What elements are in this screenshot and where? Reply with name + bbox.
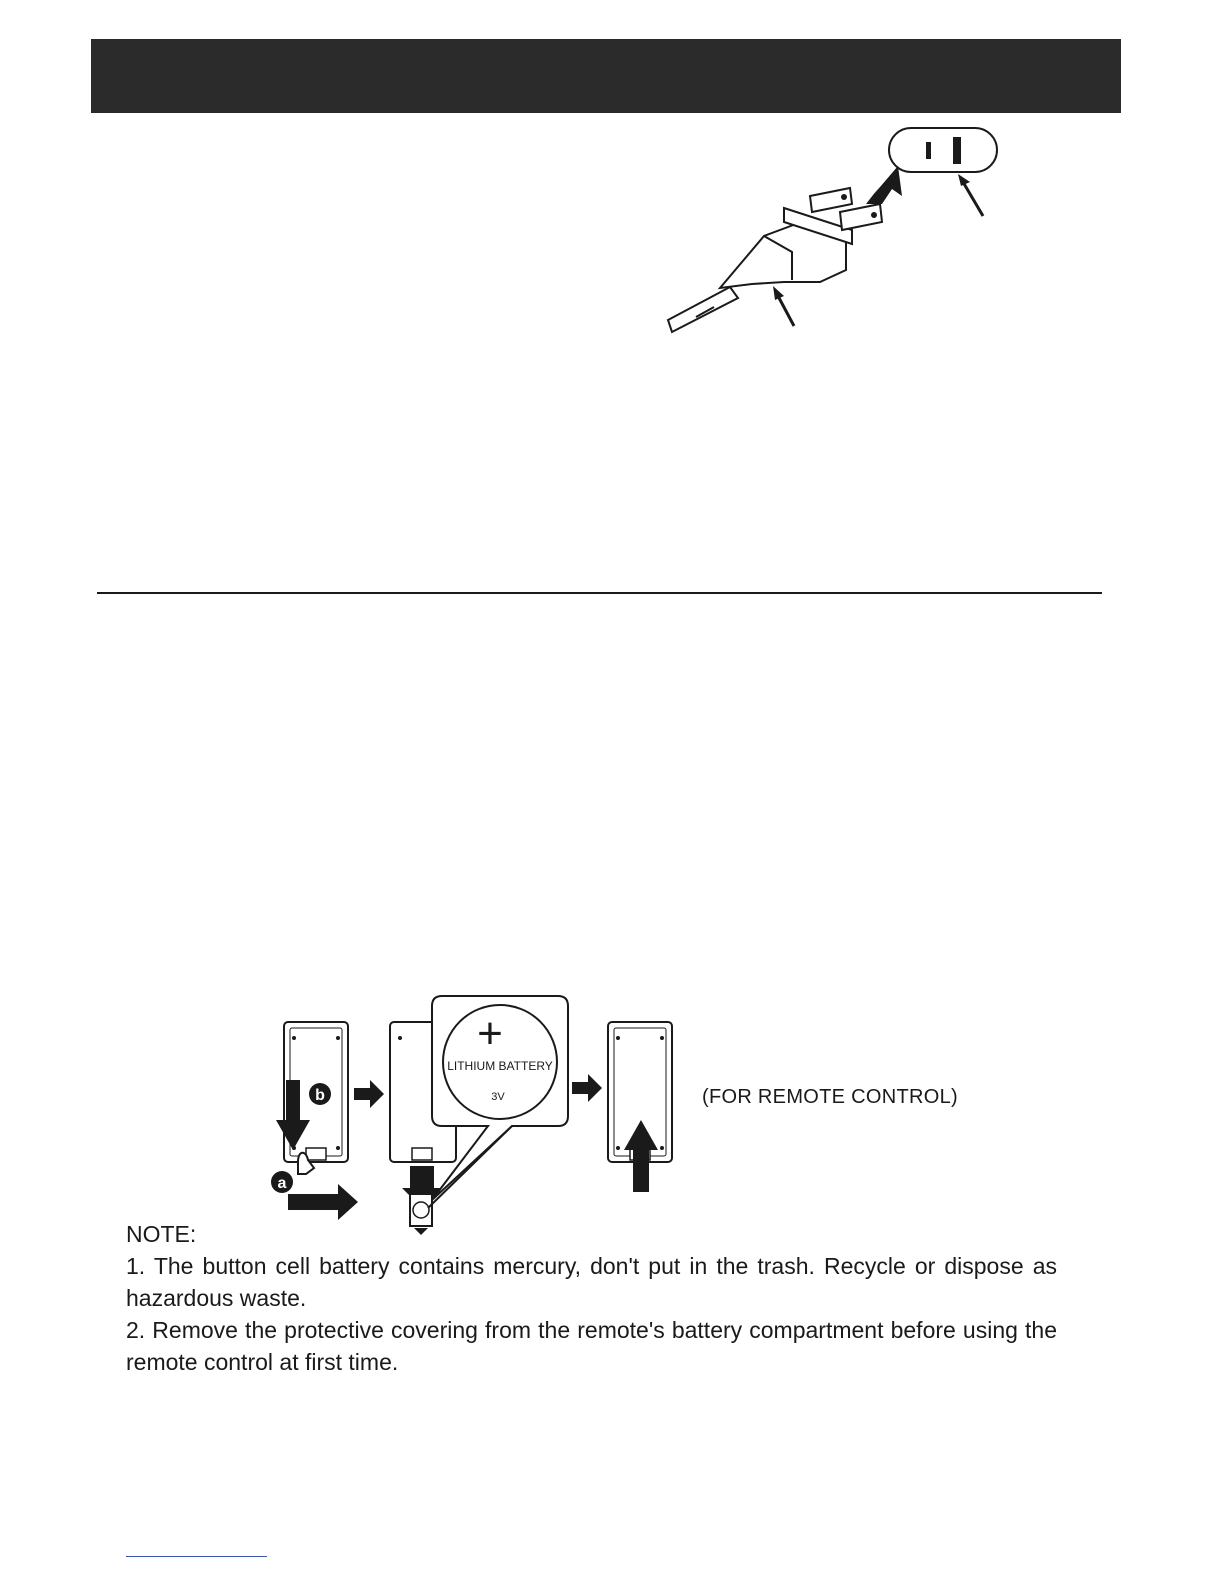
next-arrow-icon: [572, 1074, 602, 1102]
battery-callout: [428, 996, 568, 1208]
note-item: 1. The button cell battery contains mercury, don't put in the trash. Recycle or dispose as hazardous waste.: [126, 1253, 1057, 1311]
note-item: 2. Remove the protective covering from the remote's battery compartment before using the remote control at first time.: [126, 1317, 1057, 1375]
step-b-label: b: [315, 1087, 325, 1104]
note-section: [126, 1218, 1057, 1378]
outlet-icon: [889, 128, 997, 172]
section-divider: [97, 592, 1102, 594]
remote-caption: (FOR REMOTE CONTROL): [702, 1086, 958, 1108]
battery-voltage-label: 3V: [491, 1091, 505, 1103]
battery-brand-label: LITHIUM BATTERY: [447, 1059, 553, 1073]
header-bar: [91, 39, 1121, 113]
insert-arrow-icon: [866, 166, 902, 204]
note-title: NOTE:: [126, 1221, 197, 1247]
footer-link-underline: [126, 1556, 267, 1557]
plug-outlet-illustration: [660, 120, 1010, 340]
power-cord-icon: [668, 287, 738, 332]
step-a-label: a: [277, 1175, 287, 1192]
remote-step-3-icon: [608, 1022, 672, 1192]
remote-step-1-icon: [271, 1022, 358, 1220]
battery-replacement-illustration: [262, 990, 702, 1240]
battery-plus-label: +: [477, 1009, 503, 1058]
next-arrow-icon: [354, 1080, 384, 1108]
